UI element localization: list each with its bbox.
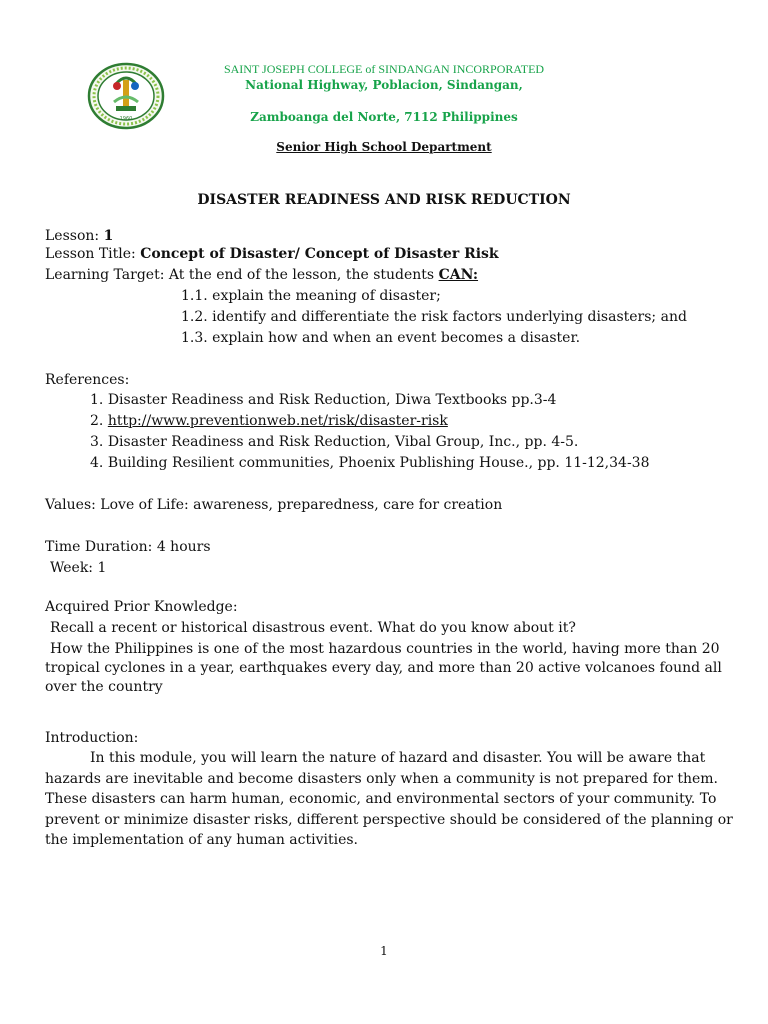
- learning-target-label: Learning Target: At the end of the lesson, the students: [45, 267, 439, 283]
- reference-number: 1.: [90, 392, 108, 408]
- week-line: Week: 1: [50, 560, 107, 576]
- reference-link[interactable]: http://www.preventionweb.net/risk/disaster-risk: [107, 413, 448, 429]
- college-name: SAINT JOSEPH COLLEGE of SINDANGAN INCORPORATED: [223, 62, 545, 76]
- svg-text:1960: 1960: [119, 116, 133, 122]
- lesson-title-line: [45, 246, 499, 262]
- references-label: References:: [45, 372, 130, 388]
- lesson-label: Lesson:: [45, 228, 104, 244]
- target-item: 1.2. identify and differentiate the risk factors underlying disasters; and: [181, 309, 687, 325]
- lesson-line: [45, 228, 113, 244]
- prior-knowledge-label: Acquired Prior Knowledge:: [45, 599, 238, 615]
- reference-item: [90, 455, 650, 471]
- learning-target-line: [45, 267, 478, 283]
- lesson-title-label: Lesson Title:: [45, 246, 141, 262]
- prior-knowledge-question: Recall a recent or historical disastrous event. What do you know about it?: [50, 620, 576, 636]
- reference-item: [90, 392, 556, 408]
- address-line-2: Zamboanga del Norte, 7112 Philippines: [250, 110, 518, 124]
- address-line-1: National Highway, Poblacion, Sindangan,: [245, 78, 523, 92]
- lesson-number: 1: [103, 228, 114, 244]
- introduction-text: In this module, you will learn the nature of hazard and disaster. You will be aware that hazards are inevitable and become disasters only when a community is not prepared for them. These disasters can harm human, economic, and environmental sectors of your community. To prevent or minimize disaster risks, different perspective should be considered of the planning or the implementation of any human activities.: [45, 750, 733, 848]
- target-item: 1.1. explain the meaning of disaster;: [181, 288, 441, 304]
- department-name: Senior High School Department: [276, 140, 492, 154]
- prior-knowledge-text: How the Philippines is one of the most hazardous countries in the world, having more than 20 tropical cyclones in a year, earthquakes every day, and more than 20 active volcanoes found all over the country: [45, 641, 722, 695]
- reference-item: [90, 413, 448, 429]
- introduction-label: Introduction:: [45, 730, 139, 746]
- values-line: Values: Love of Life: awareness, preparedness, care for creation: [45, 497, 503, 513]
- reference-text: Disaster Readiness and Risk Reduction, Vibal Group, Inc., pp. 4-5.: [107, 434, 579, 450]
- subject-title: DISASTER READINESS AND RISK REDUCTION: [197, 192, 571, 208]
- reference-number: 3.: [90, 434, 108, 450]
- time-duration: Time Duration: 4 hours: [45, 539, 211, 555]
- reference-item: [90, 434, 578, 450]
- reference-number: 4.: [90, 455, 108, 471]
- reference-text: Building Resilient communities, Phoenix Publishing House., pp. 11-12,34-38: [107, 455, 650, 471]
- lesson-title: Concept of Disaster/ Concept of Disaster Risk: [140, 246, 499, 262]
- target-item: 1.3. explain how and when an event becomes a disaster.: [181, 330, 581, 346]
- reference-text: Disaster Readiness and Risk Reduction, Diwa Textbooks pp.3-4: [107, 392, 557, 408]
- page-number: 1: [380, 944, 388, 958]
- reference-number: 2.: [90, 413, 108, 429]
- learning-target-can: CAN:: [438, 267, 479, 283]
